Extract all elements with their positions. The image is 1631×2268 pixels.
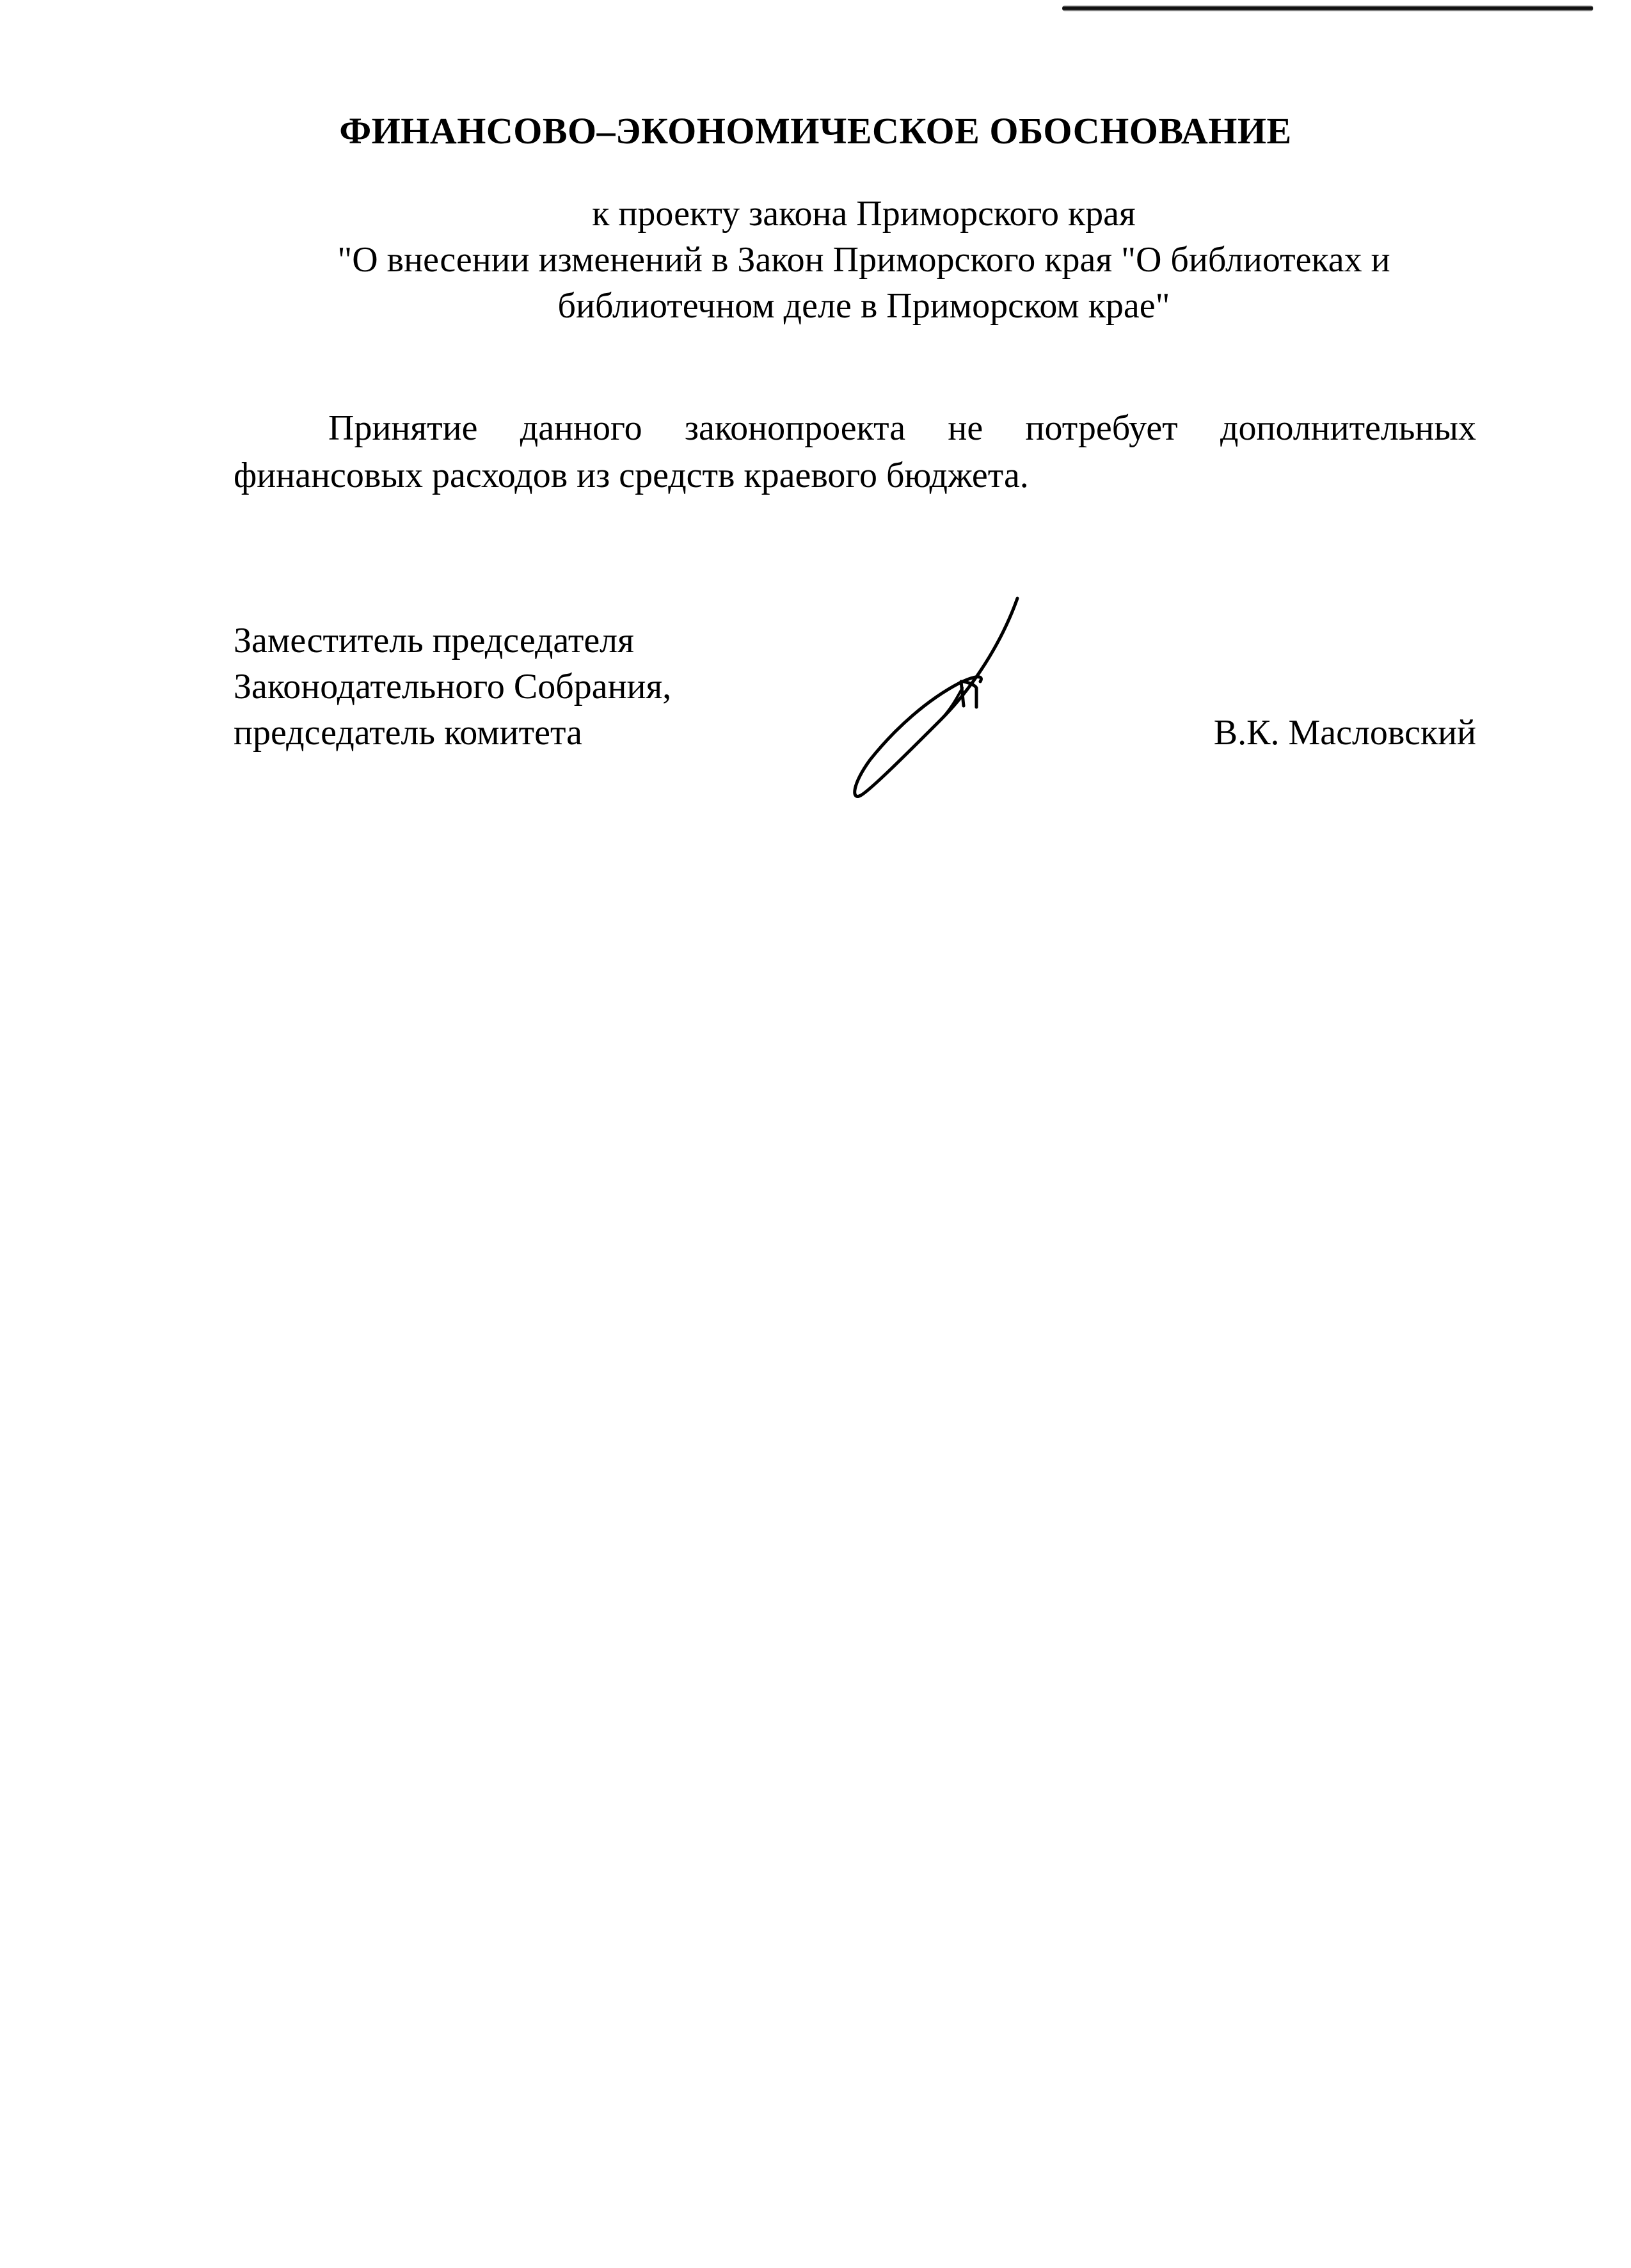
handwritten-signature — [845, 592, 1037, 803]
signatory-position — [234, 618, 671, 756]
signature-stroke — [855, 598, 1017, 796]
position-line: Заместитель председателя — [234, 621, 634, 660]
subtitle-line: к проекту закона Приморского края — [592, 194, 1136, 234]
scan-edge-line — [1062, 5, 1593, 12]
subtitle-line: библиотечном деле в Приморском крае" — [557, 286, 1170, 326]
document-subtitle — [192, 191, 1536, 329]
signatory-name: В.К. Масловский — [1213, 713, 1476, 753]
position-line: Законодательного Собрания, — [234, 667, 672, 707]
body-text: Принятие данного законопроекта не потребует дополнительных финансовых расходов из средств краевого бюджета. — [234, 408, 1476, 495]
position-line: председатель комитета — [234, 713, 582, 753]
document-title: ФИНАНСОВО–ЭКОНОМИЧЕСКОЕ ОБОСНОВАНИЕ — [339, 110, 1292, 152]
body-paragraph — [234, 404, 1476, 499]
subtitle-line: "О внесении изменений в Закон Приморского края "О библиотеках и — [337, 240, 1390, 280]
